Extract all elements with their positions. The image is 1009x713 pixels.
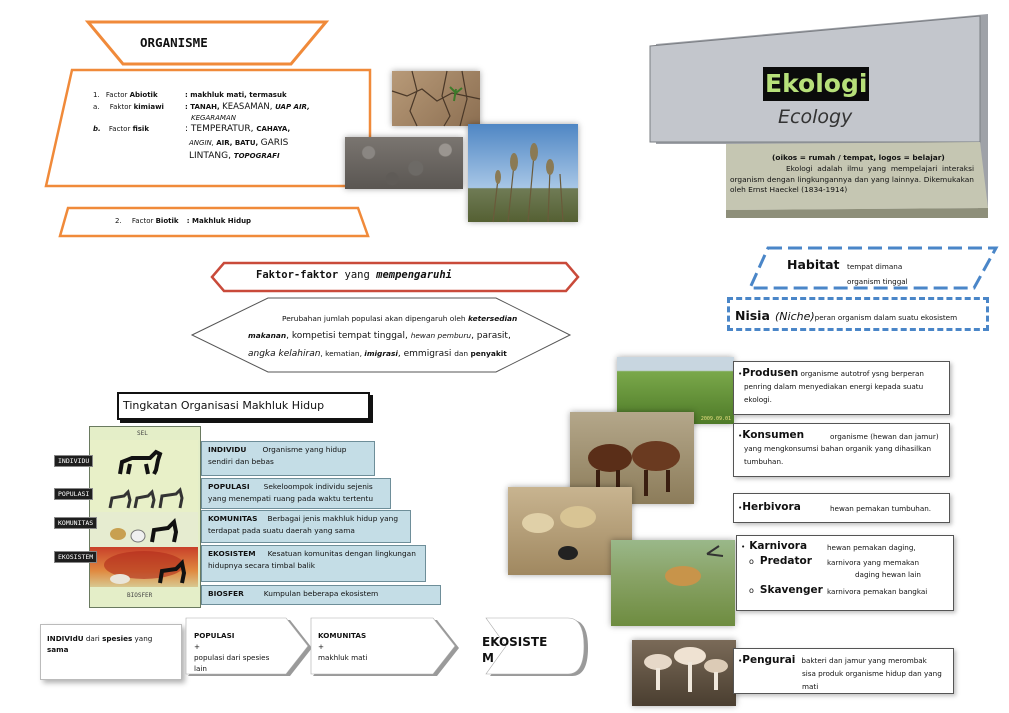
flow-ekosistem-text: EKOSISTE M: [482, 635, 548, 665]
fisik-desc-2: ANGIN, AIR, BATU, GARIS: [189, 138, 289, 148]
habitat-title: Habitat: [787, 257, 840, 272]
level-row-populasi: POPULASI Sekeloompok individu sejenis yang menempati ruang pada waktu tertentu: [201, 478, 391, 509]
sky-grass-photo: [468, 124, 578, 222]
fisik-desc-3: LINTANG, TOPOGRAFI: [189, 151, 280, 161]
nisia-title-2: (Niche): [775, 310, 815, 323]
level-row-komunitas: KOMUNITAS Berbagai jenis makhluk hidup yang terdapat pada suatu daerah yang sama: [201, 510, 411, 543]
flow-komunitas-text: KOMUNITAS + makhluk mati: [318, 631, 368, 662]
abiotik-desc: : makhluk mati, termasuk: [185, 91, 287, 99]
bullet-icon: •: [741, 542, 746, 551]
herbivora-card: •Herbivora hewan pemakan tumbuhan.: [733, 493, 950, 523]
level-label-ekosistem: EKOSISTEM: [54, 551, 97, 563]
pengurai-card: •Pengurai bakteri dan jamur yang merombak sisa produk organisme hidup dan yang mati: [733, 648, 954, 694]
fisik-row: [93, 124, 333, 138]
nisia-label: [735, 305, 957, 324]
biosfer-label-img: BIOSFER: [127, 592, 153, 599]
gravel-photo: [345, 137, 463, 189]
kimiawi-desc: : TANAH, KEASAMAN, UAP AIR,: [185, 102, 310, 112]
savanna-icon: [90, 547, 198, 587]
mushroom-icon: [632, 640, 736, 706]
fisik-row-2: [93, 138, 333, 151]
faktor-title: Faktor-faktor yang mempengaruhi: [256, 269, 452, 281]
fisik-row-3: [93, 151, 333, 159]
bullet-icon: •: [738, 656, 743, 665]
kimiawi-num: a.: [93, 103, 100, 111]
organisme-title: ORGANISME: [140, 35, 208, 50]
biotik-row: [115, 216, 251, 227]
flow-populasi-text: POPULASI + populasi dari spesies lain: [194, 631, 270, 673]
circle-bullet-icon: o: [749, 586, 754, 595]
ekologi-title: Ekologi: [763, 67, 869, 101]
produsen-card: •Produsen organisme autotrof ysng berperan penring dalam menyediakan energi kepada suatu ekologi.: [733, 361, 950, 415]
circle-bullet-icon: o: [749, 557, 754, 566]
level-label-komunitas: KOMUNITAS: [54, 517, 97, 529]
kimiawi-row-2: [93, 114, 333, 124]
ekologi-subtitle: Ecology: [778, 106, 853, 128]
populasi-image: [90, 482, 198, 513]
kimiawi-desc-2: KEGARAMAN: [191, 114, 236, 122]
savanna-photo: [611, 540, 735, 626]
ekologi-def-body: Ekologi adalah ilmu yang mempelajari interaksi organism dengan lingkungannya dan yang lainnya. Dikemukakan oleh Ernst Haeckel (1834-1914): [730, 164, 974, 194]
abiotik-row: [93, 90, 333, 102]
biotik-desc: : Makhluk Hidup: [186, 217, 252, 225]
reeds: [468, 124, 578, 222]
lion-icon: [611, 540, 735, 626]
dog-icon: [90, 440, 198, 482]
dry-soil-photo: [392, 71, 480, 126]
soil-cracks: [392, 71, 480, 126]
faktor-line-1: Perubahan jumlah populasi akan dipengaruh oleh ketersedian: [282, 314, 518, 323]
kimiawi-label: Faktor kimiawi: [109, 103, 164, 111]
konsumen-card: •Konsumen organisme (hewan dan jamur) yang mengkonsumsi bahan organik yang dihasilkan tumbuhan.: [733, 423, 950, 477]
level-label-individu: INDIVIDU: [54, 455, 93, 467]
bullet-icon: •: [738, 431, 743, 440]
sel-label: SEL: [137, 430, 148, 437]
nisia-desc: peran organism dalam suatu ekosistem: [814, 313, 958, 322]
faktor-line-2: makanan, kompetisi tempat tinggal, hewan pemburu, parasit,: [248, 331, 511, 341]
faktor-text: [248, 310, 538, 363]
level-label-populasi: POPULASI: [54, 488, 93, 500]
level-row-ekosistem: EKOSISTEM Kesatuan komunitas dengan lingkungan hidupnya secara timbal balik: [201, 545, 426, 582]
komunitas-image: [90, 512, 198, 548]
biotik-label: Factor Biotik: [131, 217, 179, 225]
ekosistem-image: [90, 547, 198, 587]
dog-group-icon: [90, 482, 198, 512]
faktor-line-3: angka kelahiran, kematian, imigrasi, emmigrasi dan penyakit: [248, 349, 507, 359]
level-row-individu: INDIVIDU Organisme yang hidup sendiri dan bebas: [201, 441, 375, 476]
level-row-biosfer: BIOSFER Kumpulan beberapa ekosistem: [201, 585, 441, 605]
individu-image: [90, 440, 198, 483]
animals-icon: [90, 512, 198, 547]
habitat-desc-2: organism tinggal: [847, 277, 908, 286]
karnivora-card: • Karnivora hewan pemakan daging, o Predator karnivora yang memakan daging hewan lain o Skavenger karnivora pemakan bangkai: [736, 535, 954, 611]
fisik-label: Factor fisik: [108, 125, 149, 133]
photo-caption: 2009.09.01: [700, 416, 731, 422]
abiotik-num: 1.: [93, 91, 100, 99]
tingkatan-title: Tingkatan Organisasi Makhluk Hidup: [123, 399, 325, 412]
fisik-num: b.: [93, 125, 101, 133]
mushrooms-photo: [632, 640, 736, 706]
habitat-desc-1: tempat dimana: [847, 262, 903, 271]
abiotik-label: Factor Abiotik: [105, 91, 158, 99]
biotik-num: 2.: [115, 217, 122, 225]
flow-individu: INDIVIdU dari spesies yang sama: [40, 624, 182, 680]
bullet-icon: •: [738, 369, 743, 378]
abiotik-list: [93, 90, 333, 159]
fisik-desc: : TEMPERATUR, CAHAYA,: [185, 124, 291, 134]
bullet-icon: •: [738, 503, 743, 512]
ekologi-def-head: (oikos = rumah / tempat, logos = belajar): [772, 153, 945, 162]
nisia-title: Nisia: [735, 308, 770, 323]
